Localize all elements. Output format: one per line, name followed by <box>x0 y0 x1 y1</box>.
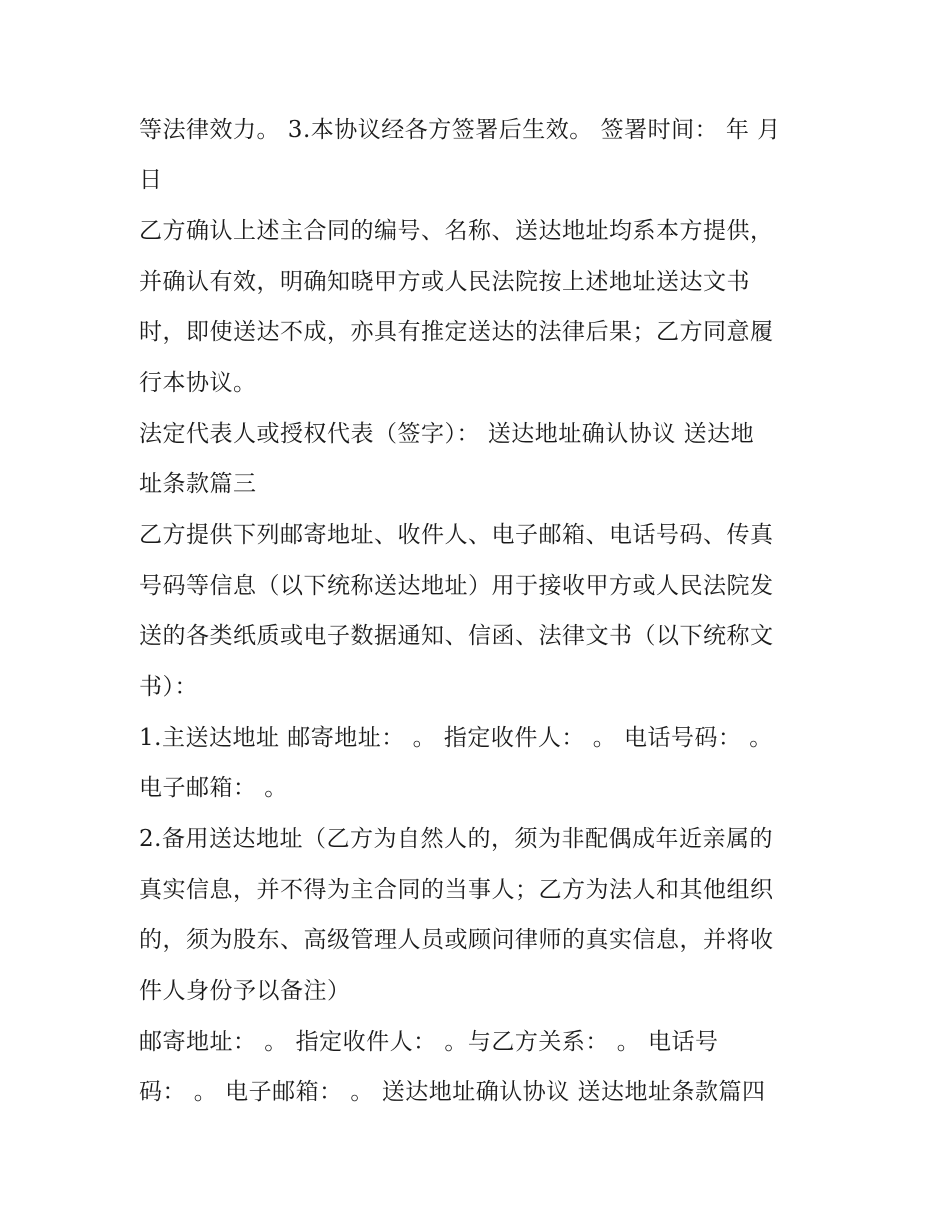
text-line: 2.备用送达地址（乙方为自然人的，须为非配偶成年近亲属的 <box>139 826 773 852</box>
text-line: 电子邮箱： 。 <box>139 775 288 801</box>
text-line: 邮寄地址： 。 指定收件人： 。与乙方关系： 。 电话号 <box>139 1029 719 1055</box>
text-line: 1.主送达地址 邮寄地址： 。 指定收件人： 。 电话号码： 。 <box>139 725 773 751</box>
text-line: 真实信息，并不得为主合同的当事人；乙方为法人和其他组织 <box>139 877 774 903</box>
text-line: 并确认有效，明确知晓甲方或人民法院按上述地址送达文书 <box>139 269 750 295</box>
text-line: 日 <box>139 167 163 193</box>
text-line: 乙方确认上述主合同的编号、名称、送达地址均系本方提供， <box>139 218 774 244</box>
text-line: 的，须为股东、高级管理人员或顾问律师的真实信息，并将收 <box>139 927 774 953</box>
text-line: 等法律效力。 3.本协议经各方签署后生效。 签署时间： 年 月 <box>139 117 781 143</box>
text-line: 法定代表人或授权代表（签字）： 送达地址确认协议 送达地 <box>139 421 755 447</box>
text-line: 件人身份予以备注） <box>139 978 351 1004</box>
text-line: 码： 。 电子邮箱： 。 送达地址确认协议 送达地址条款篇四 <box>139 1079 766 1105</box>
text-line: 时，即使送达不成，亦具有推定送达的法律后果；乙方同意履 <box>139 319 774 345</box>
text-line: 乙方提供下列邮寄地址、收件人、电子邮箱、电话号码、传真 <box>139 522 774 548</box>
text-line: 号码等信息（以下统称送达地址）用于接收甲方或人民法院发 <box>139 573 774 599</box>
text-line: 送的各类纸质或电子数据通知、信函、法律文书（以下统称文 <box>139 623 774 649</box>
text-line: 书）： <box>139 674 198 700</box>
text-line: 行本协议。 <box>139 370 257 396</box>
text-line: 址条款篇三 <box>139 471 257 497</box>
